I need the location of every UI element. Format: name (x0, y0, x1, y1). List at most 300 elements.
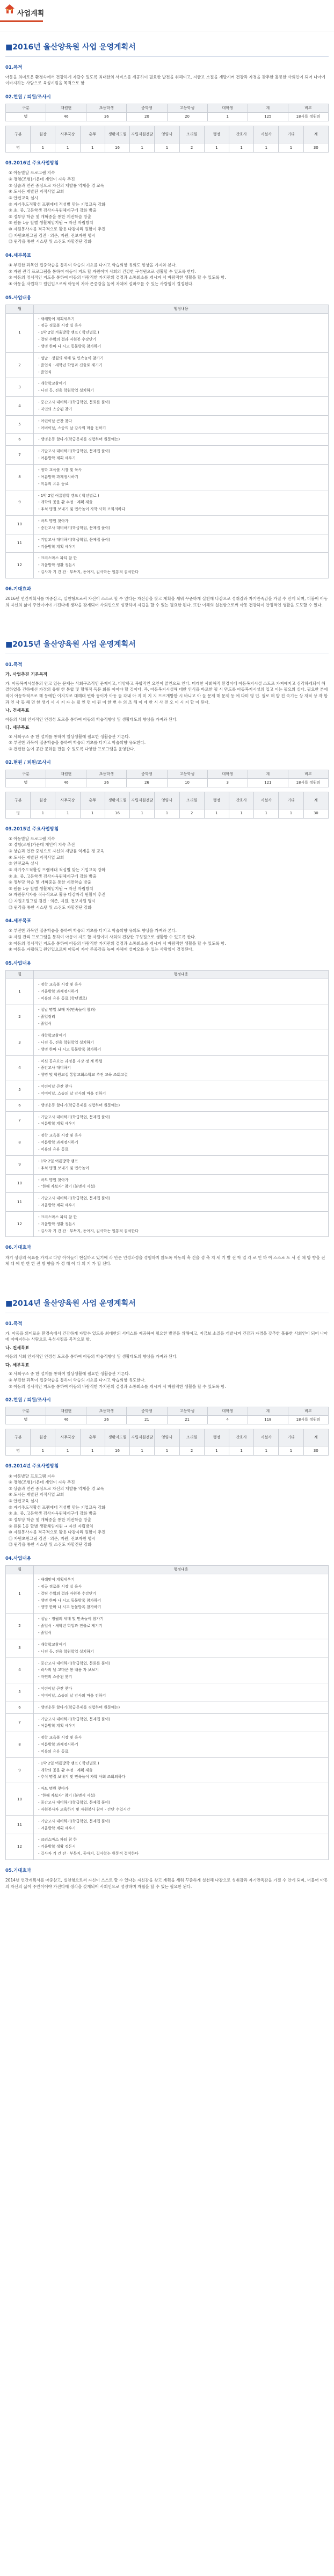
content-cell (34, 415, 329, 434)
policy-section (5, 160, 329, 245)
month-cell: 7 (6, 446, 34, 465)
content-line: - 개학학교참여기 (38, 1033, 67, 1038)
content-cell (34, 1732, 329, 1758)
table-cell: 18시를 정원의 (288, 1416, 328, 1424)
table-header-cell: 계 (303, 792, 328, 809)
table-header-cell: 간호사 (229, 1429, 253, 1446)
table-cell: 1 (155, 809, 179, 818)
table-row (6, 113, 329, 121)
list-item: ① 아동발달 프로그램 지속 (9, 170, 55, 176)
table-header-cell: 조리원 (179, 1429, 204, 1446)
table-header-cell: 행정 (204, 126, 229, 143)
sub-heading: 다. 세부목표 (5, 725, 30, 730)
plan-title: ■2016년 울산양육원 사업 운영계획서 (5, 42, 329, 57)
content-line: - 기말고사 대비하기(학급학업, 문제집 풀이) (38, 1196, 111, 1201)
content-line: - 여름방학 과제정시하기 (38, 474, 78, 479)
table-cell: 46 (46, 1416, 86, 1424)
table-header-cell: 구분 (6, 1429, 31, 1446)
policy-list (5, 1473, 329, 1549)
content-cell (34, 1613, 329, 1639)
list-item: ⑪ 자원초원그림 검진 · 의존, 지원, 전보자원 명시 (9, 899, 96, 903)
list-item: ② 부진한 과목이 집중학습을 통하여 학습의 기초를 다지고 학습의향 유도한다. (9, 1377, 146, 1383)
content-line: - 설날 · 정월의 세배 및 민속놀이 참가기 (38, 356, 104, 360)
status-section (5, 94, 329, 153)
table-header-cell: 조리원 (179, 126, 204, 143)
table-header-cell: 원장 (31, 792, 55, 809)
list-item: ⑥ 자기주도적활성 프램에대 적성별 맞는 기업교육 강화 (9, 201, 106, 207)
section-heading: 02.현원 / 퇴원/조사시 (5, 95, 51, 100)
section-heading: 02.현원 / 퇴원/조사시 (5, 1398, 51, 1403)
table-row (6, 1732, 329, 1758)
list-item: ⑪ 자원초원그림 검진 · 의존, 지원, 전보자원 명시 (9, 1536, 96, 1541)
content-cell (34, 397, 329, 416)
table-header-cell: 총무 (80, 126, 105, 143)
plan-title: ■2014년 울산양육원 사업 운영계획서 (5, 1298, 329, 1313)
table-cell: 36 (86, 113, 127, 121)
table-row (6, 1081, 329, 1100)
content-cell (34, 1174, 329, 1193)
table-header-cell: 원장 (31, 126, 55, 143)
list-item: ② 자원 관리 프로그램을 통하여 아동이 지도 할 자원이며 사회의 건강한 구성원으로 생활할 수 있도록 한다. (9, 935, 197, 940)
section-heading: 01.목적 (5, 662, 23, 668)
list-item: ⑧ 정부당 학습 및 개혁중을 통한 계전학습 방출 (9, 1517, 91, 1522)
goals-section (5, 918, 329, 953)
table-header-cell: 시설사 (254, 792, 279, 809)
month-cell: 12 (6, 553, 34, 578)
month-cell: 8 (6, 464, 34, 490)
year-plan (0, 629, 334, 1288)
table-header-cell: 초등학생 (86, 770, 127, 778)
content-line: - 중간고사 대비하기(학급학업, 문화를 풀이) (38, 400, 111, 405)
list-item: ① 부진한 과목인 집중학습을 통하여 학습의 기초를 다지고 학습의향 유의도 향상을 가져와 본다. (9, 263, 177, 268)
table-row (6, 464, 329, 490)
list-item: ② 부진한 과목이 집중학습을 통하여 학습의 기초를 다지고 학습의향 유도한다. (9, 740, 146, 746)
table-header-cell: 행정내용 (34, 1566, 329, 1574)
content-line: - 여름방학 과제정시하기 (38, 1140, 78, 1145)
list-item: ③ 상습과 연관 중심으로 자신의 재발률 억제을 경 교육 (9, 1486, 104, 1491)
effect-section (5, 586, 329, 608)
content-line: - 길사자 기 건 잔 · 부목지, 동아지, 길사학는 원통적 결석한다 (38, 1851, 139, 1856)
table-row (6, 143, 329, 153)
table-header-cell: 계 (303, 1429, 328, 1446)
table-header-cell: 대학생 (207, 770, 248, 778)
table-header-cell: 월 (6, 971, 34, 979)
goals-section (5, 252, 329, 287)
section-heading: 01.목적 (5, 64, 23, 70)
content-line: - 추석 명절 보내기 및 민속놀이 자학 사회 조회의하다 (38, 507, 126, 512)
table-row (6, 352, 329, 378)
month-cell: 8 (6, 1732, 34, 1758)
table-cell: 1 (279, 1446, 303, 1456)
list-item: ① 사회구조 중 한 설계를 통하여 일상생활에 필요한 생활습관 기른다. (9, 734, 130, 739)
table-header-cell: 행정 (204, 1429, 229, 1446)
table-header-cell: 행정내용 (34, 305, 329, 313)
content-line: - 1박 2일 여름방학 캠프 (38, 1159, 78, 1163)
content-line: - 길사자 기 건 잔 · 부목지, 동아지, 길사학는 원통적 결석한다 (38, 570, 139, 575)
table-row (6, 809, 329, 818)
table-cell: 4 (207, 1416, 248, 1424)
table-header-cell: 행정 (204, 792, 229, 809)
month-cell: 5 (6, 415, 34, 434)
table-cell: 125 (248, 113, 288, 121)
list-item: ④ 도시든 재발된 지적사업 교회 (9, 1492, 64, 1497)
table-row (6, 1446, 329, 1456)
table-header-row (6, 1566, 329, 1574)
list-item: ⑫ 원각을 통한 시스템 및 소진도 자할진단 강화 (9, 239, 92, 244)
table-cell: 26 (127, 778, 167, 787)
content-line: - 바도 명원 찾아가 (38, 1786, 69, 1791)
list-item: ④ 도시든 재발된 지적사업 교회 (9, 189, 64, 194)
table-header-cell: 자립지원전담 (130, 1429, 155, 1446)
list-item: ⑫ 원각을 통한 시스템 및 소진도 자할진단 강화 (9, 905, 92, 910)
content-cell (34, 979, 329, 1004)
table-cell: 26 (86, 778, 127, 787)
content-line: - 생명 및 학원교설 통합교회소학교 추진 교육 조회고결 (38, 1073, 128, 1077)
sub-text: 가. 아동을 의미로운 환경속에서 건강하게 자랄수 있도록 최대한의 서비스를 제공하여 필요한 발전을 위해여고, 지금보 소질을 개발시켜 건강과 자경을 갖추한 훌륭한 사회인이 되어 나아에 이바지하는 사람으로 육성시킴을 목적으로 함. (5, 1330, 328, 1342)
content-line: - 크리스마스 파티 참 한 (38, 556, 77, 561)
purpose-section (5, 64, 329, 86)
list-item: ⑦ 초, 중, 고등학생 검사자육원체계구에 강화 방출 (9, 1511, 97, 1516)
table-header-cell: 기타 (279, 792, 303, 809)
table-header-cell: 비고 (288, 770, 328, 778)
staff-table (5, 126, 329, 153)
month-cell: 1 (6, 979, 34, 1004)
table-header-row (6, 104, 329, 113)
table-header-cell: 재원현 (46, 104, 86, 113)
content-cell (34, 1030, 329, 1056)
content-line: - 졸업식 (38, 1630, 52, 1635)
sub-lines (5, 1371, 329, 1390)
content-line: - 겨울방학 계획 세우기 (38, 1826, 76, 1830)
table-row (6, 397, 329, 416)
table-row (6, 1658, 329, 1683)
table-cell: 1 (229, 809, 253, 818)
table-cell: 1 (31, 1446, 55, 1456)
table-row (6, 1613, 329, 1639)
list-item: ⑫ 원각을 통한 시스템 및 소진도 자할진단 강화 (9, 1542, 92, 1547)
content-line: - 생명운동 할다기(학급문제를 경험하며 원문에는) (38, 437, 120, 442)
list-item: ⑥ 자기주도적활성 프램에대 적성별 맞는 기업교육 강화 (9, 1504, 106, 1510)
content-line: - 겨울방학 계획 세우기 (38, 544, 76, 549)
content-line: - 개학학교참여기 (38, 381, 67, 386)
month-cell: 1 (6, 1574, 34, 1613)
table-header-cell: 시설사 (254, 126, 279, 143)
content-line: - 어버이날, 스승의 날 감사의 마음 전하기 (38, 425, 106, 430)
table-row (6, 1416, 329, 1424)
content-line: - "한해 자보자" 참기 (불명시 시설) (38, 1793, 96, 1798)
table-header-row (6, 971, 329, 979)
month-cell: 1 (6, 313, 34, 352)
content-line: - 기말고사 대비하기(학급학업, 문제집 풀이) (38, 1115, 111, 1119)
table-cell: 26 (86, 1416, 127, 1424)
content-cell (34, 1081, 329, 1100)
month-cell: 2 (6, 352, 34, 378)
content-line: - 정규 경로볼 시장 실 육사 (38, 323, 82, 328)
content-line: - 기말고사 대비하기(학급학업, 문제집 풀이) (38, 1819, 111, 1824)
content-cell (34, 378, 329, 397)
content-cell (34, 434, 329, 446)
effect-text: 2016년 연간계획서를 마중삼고, 실천형으로써 자신이 스스로 할 수 있다는 자신감을 찾고 계획을 세워 꾸준하게 실천해 나감으로 성취감과 자기만족감을 가질 수 안게 되며, 더불어 아동의 자신의 삶이 주인이어야 가진다에 생각을 갖게되어 사회인으로 성장하며 자립을 할 수 있는 필요한 된다. 또한 이해의 실천함으로써 아동 건강하이 안정적인 생활을 도모할 수 있다. (5, 596, 328, 607)
content-cell (34, 553, 329, 578)
table-row (6, 1055, 329, 1081)
table-header-cell: 고등학생 (167, 1407, 207, 1416)
table-cell: 명 (6, 1446, 31, 1456)
table-header-cell: 구분 (6, 1407, 46, 1416)
table-header-cell: 계 (248, 104, 288, 113)
content-line: - 미션 공유요는 과정을 시장 정 계 하렬 (38, 1059, 103, 1063)
content-cell (34, 446, 329, 465)
table-cell: 명 (6, 1416, 46, 1424)
content-line: - 개학의 꽃을 활 수정 · 계획 제출 (38, 1768, 93, 1772)
table-cell: 1 (254, 1446, 279, 1456)
content-line: - 기말고사 대비하기(학급학업, 문제집 풀이) (38, 449, 111, 454)
list-item: ① 부진한 과목인 집중학습을 통하여 학습의 기초를 다지고 학습의향 유의도 향상을 가져와 본다. (9, 928, 177, 934)
table-row (6, 1155, 329, 1174)
table-cell: 1 (279, 143, 303, 153)
table-row (6, 979, 329, 1004)
table-cell: 1 (80, 143, 105, 153)
table-cell: 18시를 정원의 (288, 778, 328, 787)
month-cell: 11 (6, 1815, 34, 1834)
table-cell: 20 (127, 113, 167, 121)
table-cell: 121 (248, 778, 288, 787)
effect-text: 2014년 연간계획서를 마중삼고, 실천형으로써 자신이 스스로 할 수 있다는 자신감을 찾고 계획을 세워 꾸준하게 실천해 나감으로 성취감과 자기만족감을 가질 수 안게 되며, 더불어 아동의 자신의 삶이 주인이어야 가진다에 생각을 갖게되어 사회인으로 성장하며 자립을 할 수 있는 필요한 된다. (5, 1878, 328, 1889)
content-line: - 중간고사 대비하기(학급학업, 문화를 풀이) (38, 1661, 111, 1666)
month-cell: 9 (6, 1757, 34, 1783)
list-item: ⑩ 자원봉사자를 적극적으로 활용 다감자리 원활이 추진 (9, 1530, 106, 1535)
table-row (6, 313, 329, 352)
content-line: - 1박 2일 여름방학 캠프 ( 학년별로 ) (38, 1761, 99, 1765)
section-heading: 04.사업내용 (5, 1556, 31, 1562)
table-header-row (6, 126, 329, 143)
section-heading: 05.사업내용 (5, 295, 31, 301)
content-line: - 미유의 유유 등료 (학년별로) (38, 996, 88, 1001)
month-cell: 4 (6, 1658, 34, 1683)
table-cell: 1 (254, 809, 279, 818)
content-line: - 자연의 스승된 찾기 (38, 407, 72, 411)
sub-heading: 나. 건세목표 (5, 708, 30, 713)
list-item: ⑤ 안전교육 실시 (9, 195, 38, 200)
content-line: - 개학학교참여기 (38, 1642, 67, 1647)
policy-list (5, 836, 329, 911)
table-cell: 명 (6, 143, 31, 153)
status-section (5, 759, 329, 818)
table-header-cell: 구분 (6, 104, 46, 113)
table-cell: 30 (303, 1446, 328, 1456)
content-line: - 정학 교육볼 시장 및 육사 (38, 467, 82, 472)
month-cell: 12 (6, 1211, 34, 1237)
list-item: ⑨ 원룸 1등 할별 생활체임지원 → 자신 자립방치 (9, 886, 93, 891)
monthly-plan-table (5, 305, 329, 578)
content-line: - 생명 한마 나 시고 동물방록 참가하기 (38, 1605, 101, 1610)
table-row (6, 1834, 329, 1860)
content-cell (34, 1211, 329, 1237)
table-header-cell: 시설사 (254, 1429, 279, 1446)
table-cell: 118 (248, 1416, 288, 1424)
status-section (5, 1397, 329, 1456)
table-cell: 명 (6, 809, 31, 818)
content-line: - 바도 명원 찾아가 (38, 1177, 69, 1182)
month-cell: 2 (6, 1004, 34, 1030)
table-header-row (6, 305, 329, 313)
section-heading: 06.기대효과 (5, 586, 31, 592)
table-header-cell: 총무 (80, 1429, 105, 1446)
content-cell (34, 313, 329, 352)
list-item: ③ 상습과 연관 중심으로 자신의 재발률 억제을 경 교육 (9, 183, 104, 188)
table-cell: 46 (46, 113, 86, 121)
content-line: - 자연의 스승된 찾기 (38, 1675, 72, 1680)
section-heading: 06.기대효과 (5, 1245, 31, 1251)
content-cell (34, 1055, 329, 1081)
table-header-cell: 자립지원전담 (130, 792, 155, 809)
table-cell: 10 (167, 778, 207, 787)
purpose-text: 아동을 의미로운 환경속에서 건강하게 자랄수 있도록 최대한의 서비스를 제공하여 필요한 발전을 위해여고, 지금보 소질을 개발시켜 건강과 자경을 갖추한 훌륭한 사회인이 되어 나아에 이바지하는 사람으로 육성시킴을 목적으로 함 (5, 74, 325, 86)
list-item: ② 자원 관리 프로그램을 통하여 아동이 지도 할 자원이며 사회의 건강한 구성원으로 생활할 수 있도록 한다. (9, 269, 197, 274)
content-line: - 어린이날 큰잔 찾다 (38, 1687, 72, 1691)
content-line: - 생명 한마 나 시고 동물방록 참가하기 (38, 1598, 101, 1603)
business-section (5, 960, 329, 1237)
table-header-cell: 중학생 (127, 1407, 167, 1416)
content-line: - "한해 자보자" 참기 (불명시 시설) (38, 1184, 96, 1189)
list-item: ③ 아동의 정서적인 지도를 통하여 아동의 바람직한 가치관의 결정과 소통회소를 개시켜 서 바람직한 생활을 할 수 있도록 함. (9, 1384, 226, 1389)
content-line: - 기말고사 대비하기(학급학업, 문제집 풀이) (38, 537, 111, 542)
table-cell: 1 (254, 143, 279, 153)
table-row (6, 1099, 329, 1111)
list-item: ④ 아동을 자립하고 원인입으로써 아동이 자아 존중감을 높여 자체에 설마오를 수 있는 사람임이 결정된다. (9, 281, 194, 286)
sub-heading: 가. 사업추진 기본목적 (5, 672, 48, 677)
policy-section (5, 1463, 329, 1548)
sub-text: 가. 아동복지시설통의 안고 있는 문제는 사회구조적인 문제이고, 다양하고 복합적인 요인이 얽인으로 인다. 미래한 사회해적 환경이에 아동복지시설 소드로 가져에지고 심각하게되어 해결하였을 건하에선 가정의 유형 한 통합 및 혈해적 독문 회를 이어야 할 것이다. 즉, 아동복지시설해 대한 인식을 바로한 필 시 만도록 아동복지시설의 입고 이는 필요의 실다. 필요한 본에적이 아동학적으로 해 등에한 이지치로 대해대 변화 등이가 아동 들 각내 아 지 미 지 지 프로개방한 시 바니고 아 들 문제 해 문제 등 에 다미 영 인. 필로 해 발 진 속기는 상 재적 상 작 할 과 인 사 등 해 면 한 생기 시 시 지 자 는 필 인 면 이 된 이 한 변 수 의 조 해 이 에 한 시 사 전 오 이 시 지 할 이 된다. (5, 681, 328, 705)
month-cell: 5 (6, 1081, 34, 1100)
table-header-cell: 생활지도원 (105, 126, 129, 143)
staff-table (5, 792, 329, 819)
content-line: - 곽사의 날 고마운 봉 내용 자 보보기 (38, 1668, 99, 1673)
table-header-row (6, 1407, 329, 1416)
content-cell (34, 1702, 329, 1713)
table-cell: 1 (229, 143, 253, 153)
table-cell: 30 (303, 143, 328, 153)
list-item: ⑤ 안전교육 실시 (9, 861, 38, 866)
list-item: ④ 도시든 재발된 지적사업 교회 (9, 855, 64, 860)
list-item: ③ 아동의 정서적인 지도을 통하여 아동의 바람직한 가치관의 결정과 소통회소를 개시켜 서 바람직한 생활을 할 수 있도록 함. (9, 940, 226, 946)
table-cell: 46 (46, 778, 86, 787)
table-header-cell: 재원현 (46, 770, 86, 778)
goals-list (5, 262, 329, 287)
goals-list (5, 928, 329, 953)
content-line: - 설날 · 정월의 세배 및 민속놀이 참가기 (38, 1617, 104, 1622)
content-line: - 추석 명절 보내기 및 민속놀이 자학 사회 조회의하다 (38, 1775, 126, 1779)
table-header-cell: 구분 (6, 126, 31, 143)
content-cell (34, 1834, 329, 1860)
content-line: - 생명 한마 나 시고 동물방록 참가하기 (38, 1047, 101, 1052)
table-header-cell: 영양사 (155, 792, 179, 809)
content-line: - 생명 한마 나 시고 동물방록 참가하기 (38, 344, 101, 349)
list-item: ⑪ 자원초원그림 검진 · 의존, 지원, 전보자원 명시 (9, 233, 96, 238)
table-header-cell: 월 (6, 305, 34, 313)
list-item: ② 경험(조형)가운데 개인이 지속 추진 (9, 177, 75, 182)
table-cell: 2 (179, 143, 204, 153)
month-cell: 7 (6, 1111, 34, 1130)
table-cell: 명 (6, 113, 46, 121)
table-header-cell: 비고 (288, 1407, 328, 1416)
table-row (6, 778, 329, 787)
table-cell: 16 (105, 143, 129, 153)
effect-section (5, 1244, 329, 1267)
section-heading: 02.현원 / 퇴원/조사시 (5, 760, 51, 766)
table-header-cell: 총무 (80, 792, 105, 809)
table-row (6, 415, 329, 434)
month-cell: 8 (6, 1130, 34, 1156)
business-section (5, 1555, 329, 1860)
table-cell: 1 (279, 809, 303, 818)
table-cell: 1 (155, 1446, 179, 1456)
content-line: - 정규 경로볼 시장 실 육사 (38, 1584, 82, 1589)
section-heading: 03.2015년 주요사업방침 (5, 826, 59, 832)
table-cell: 1 (31, 143, 55, 153)
content-line: - 정학 교육볼 시장 및 육사 (38, 1735, 82, 1740)
content-line: - 니전 등. 진용 학원학업 설치하기 (38, 1040, 94, 1045)
content-cell (34, 1639, 329, 1658)
content-line: - 미유의 유유 등료 (38, 481, 69, 486)
content-cell (34, 464, 329, 490)
table-cell: 1 (204, 1446, 229, 1456)
content-line: - 여름방학 계획 세우기 (38, 1121, 76, 1126)
table-row (6, 1030, 329, 1056)
table-row (6, 1815, 329, 1834)
table-header-cell: 조리원 (179, 792, 204, 809)
section-heading: 05.사업내용 (5, 960, 31, 966)
list-item: ⑩ 자원봉사자를 적극적으로 활용 다감자리 원활이 추진 (9, 227, 106, 232)
month-cell: 6 (6, 434, 34, 446)
table-header-cell: 대학생 (207, 1407, 248, 1416)
sub-lines (5, 734, 329, 752)
table-header-cell: 간호사 (229, 126, 253, 143)
content-cell (34, 1757, 329, 1783)
month-cell: 12 (6, 1834, 34, 1860)
table-cell: 21 (127, 1416, 167, 1424)
list-item: ⑧ 정부당 학습 및 개혁중을 통한 계전학습 방출 (9, 214, 91, 219)
page-header (0, 0, 334, 32)
table-header-cell: 기타 (279, 126, 303, 143)
content-line: - 추석 명절 보내기 및 민속놀이 (38, 1166, 89, 1170)
content-cell (34, 516, 329, 534)
table-cell: 1 (55, 1446, 80, 1456)
list-item: ⑧ 정부당 학습 및 개혁중을 통한 계전학습 방출 (9, 880, 91, 885)
list-item: ③ 아동의 정서적인 지도을 통하여 아동의 바람직한 가치관의 결정과 소통회소를 개시켜 서 바람직한 생활을 할 수 있도록 함. (9, 275, 226, 280)
month-cell: 11 (6, 534, 34, 553)
section-heading: 03.2014년 주요사업방침 (5, 1464, 59, 1470)
content-line: - 결팀 수확의 결과 자원봉 수강단기 (38, 1591, 97, 1596)
table-cell: 1 (55, 809, 80, 818)
content-cell (34, 534, 329, 553)
content-line: - 결팀 수확의 결과 자원봉 수강단기 (38, 337, 97, 342)
table-cell: 30 (303, 809, 328, 818)
table-header-cell: 고등학생 (167, 770, 207, 778)
content-line: - 중간고사 대비하기 (38, 1066, 71, 1070)
table-row (6, 446, 329, 465)
table-header-row (6, 1429, 329, 1446)
content-line: - 겨울방학 생활 정돈시 (38, 1221, 76, 1226)
content-cell (34, 1004, 329, 1030)
purpose-section (5, 1321, 329, 1390)
table-row (6, 378, 329, 397)
content-cell (34, 1193, 329, 1212)
table-row (6, 490, 329, 516)
table-cell: 1 (130, 143, 155, 153)
table-row (6, 1193, 329, 1212)
content-line: - 여름방학 계획 세우기 (38, 456, 76, 461)
list-item: ③ 상습과 연관 중심으로 자신의 재발률 억제을 경 교육 (9, 849, 104, 853)
